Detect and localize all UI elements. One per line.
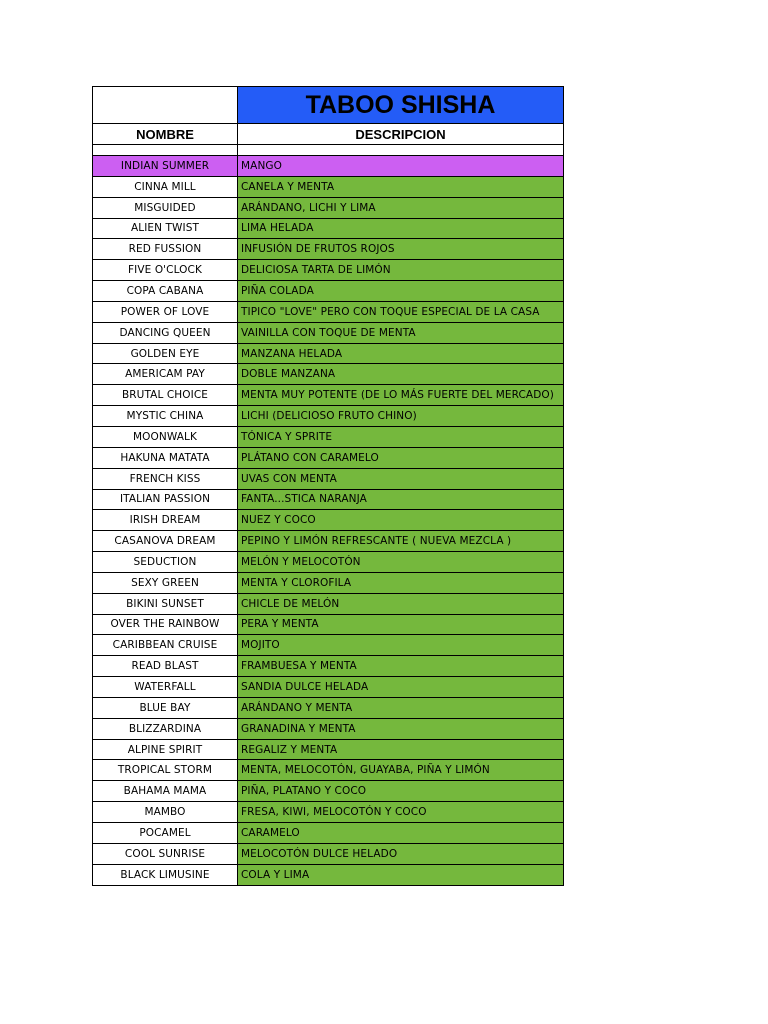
table-row xyxy=(93,823,564,844)
flavor-description-cell: SANDIA DULCE HELADA xyxy=(238,677,564,698)
title-row xyxy=(93,87,564,124)
table-row xyxy=(93,718,564,739)
flavor-description-cell: DELICIOSA TARTA DE LIMÓN xyxy=(238,260,564,281)
table-row xyxy=(93,281,564,302)
flavor-name-cell: INDIAN SUMMER xyxy=(93,156,238,177)
flavor-description-cell: ARÁNDANO Y MENTA xyxy=(238,697,564,718)
column-header-description: DESCRIPCION xyxy=(238,124,564,145)
table-row xyxy=(93,301,564,322)
table-row xyxy=(93,468,564,489)
flavor-description-cell: MENTA Y CLOROFILA xyxy=(238,572,564,593)
table-row xyxy=(93,322,564,343)
flavor-description-cell: PEPINO Y LIMÓN REFRESCANTE ( NUEVA MEZCLA ) xyxy=(238,531,564,552)
flavor-name-cell: AMERICAM PAY xyxy=(93,364,238,385)
table-row xyxy=(93,447,564,468)
flavor-description-cell: VAINILLA CON TOQUE DE MENTA xyxy=(238,322,564,343)
table-row xyxy=(93,260,564,281)
flavor-description-cell: GRANADINA Y MENTA xyxy=(238,718,564,739)
flavor-name-cell: FRENCH KISS xyxy=(93,468,238,489)
flavor-description-cell: MANGO xyxy=(238,156,564,177)
flavor-name-cell: RED FUSSION xyxy=(93,239,238,260)
flavor-description-cell: MELÓN Y MELOCOTÓN xyxy=(238,552,564,573)
flavor-name-cell: BIKINI SUNSET xyxy=(93,593,238,614)
flavor-description-cell: CANELA Y MENTA xyxy=(238,176,564,197)
table-row xyxy=(93,426,564,447)
flavor-name-cell: SEDUCTION xyxy=(93,552,238,573)
table-row xyxy=(93,781,564,802)
flavor-name-cell: MYSTIC CHINA xyxy=(93,406,238,427)
flavor-description-cell: PLÁTANO CON CARAMELO xyxy=(238,447,564,468)
table-row xyxy=(93,239,564,260)
table-row xyxy=(93,677,564,698)
title-blank-cell xyxy=(93,87,238,124)
flavor-name-cell: CINNA MILL xyxy=(93,176,238,197)
flavor-name-cell: BLACK LIMUSINE xyxy=(93,864,238,885)
spacer-cell xyxy=(238,145,564,156)
flavor-name-cell: POWER OF LOVE xyxy=(93,301,238,322)
flavor-description-cell: CHICLE DE MELÓN xyxy=(238,593,564,614)
flavor-description-cell: TIPICO "LOVE" PERO CON TOQUE ESPECIAL DE LA CASA xyxy=(238,301,564,322)
flavor-description-cell: COLA Y LIMA xyxy=(238,864,564,885)
table-row xyxy=(93,197,564,218)
flavor-name-cell: BRUTAL CHOICE xyxy=(93,385,238,406)
table-row xyxy=(93,739,564,760)
header-row xyxy=(93,124,564,145)
table-row xyxy=(93,614,564,635)
flavor-description-cell: MELOCOTÓN DULCE HELADO xyxy=(238,843,564,864)
flavor-description-cell: PERA Y MENTA xyxy=(238,614,564,635)
table-row xyxy=(93,656,564,677)
flavor-name-cell: ALIEN TWIST xyxy=(93,218,238,239)
table-row xyxy=(93,635,564,656)
flavor-description-cell: DOBLE MANZANA xyxy=(238,364,564,385)
spacer-row xyxy=(93,145,564,156)
flavor-name-cell: WATERFALL xyxy=(93,677,238,698)
flavor-description-cell: MENTA MUY POTENTE (DE LO MÁS FUERTE DEL MERCADO) xyxy=(238,385,564,406)
flavor-description-cell: LICHI (DELICIOSO FRUTO CHINO) xyxy=(238,406,564,427)
flavor-description-cell: TÓNICA Y SPRITE xyxy=(238,426,564,447)
flavor-description-cell: UVAS CON MENTA xyxy=(238,468,564,489)
flavor-name-cell: ALPINE SPIRIT xyxy=(93,739,238,760)
flavor-description-cell: NUEZ Y COCO xyxy=(238,510,564,531)
flavor-description-cell: FRESA, KIWI, MELOCOTÓN Y COCO xyxy=(238,802,564,823)
flavor-name-cell: COPA CABANA xyxy=(93,281,238,302)
flavor-description-cell: MENTA, MELOCOTÓN, GUAYABA, PIÑA Y LIMÓN xyxy=(238,760,564,781)
flavor-name-cell: MISGUIDED xyxy=(93,197,238,218)
table-row xyxy=(93,489,564,510)
flavor-description-cell: MANZANA HELADA xyxy=(238,343,564,364)
flavor-description-cell: INFUSIÓN DE FRUTOS ROJOS xyxy=(238,239,564,260)
table-row xyxy=(93,843,564,864)
table-row xyxy=(93,343,564,364)
table-row xyxy=(93,572,564,593)
table-row xyxy=(93,364,564,385)
spacer-cell xyxy=(93,145,238,156)
table-row xyxy=(93,593,564,614)
flavor-name-cell: COOL SUNRISE xyxy=(93,843,238,864)
table-row xyxy=(93,864,564,885)
table-row xyxy=(93,552,564,573)
flavor-description-cell: PIÑA COLADA xyxy=(238,281,564,302)
table-row xyxy=(93,697,564,718)
table-row xyxy=(93,760,564,781)
flavor-description-cell: LIMA HELADA xyxy=(238,218,564,239)
flavor-name-cell: BLIZZARDINA xyxy=(93,718,238,739)
flavor-name-cell: CASANOVA DREAM xyxy=(93,531,238,552)
flavor-description-cell: FANTA...STICA NARANJA xyxy=(238,489,564,510)
flavor-name-cell: OVER THE RAINBOW xyxy=(93,614,238,635)
table-row xyxy=(93,385,564,406)
table-row xyxy=(93,406,564,427)
page-title: TABOO SHISHA xyxy=(238,87,564,124)
flavor-description-cell: MOJITO xyxy=(238,635,564,656)
flavor-description-cell: PIÑA, PLATANO Y COCO xyxy=(238,781,564,802)
flavor-name-cell: HAKUNA MATATA xyxy=(93,447,238,468)
table-row xyxy=(93,531,564,552)
flavor-name-cell: DANCING QUEEN xyxy=(93,322,238,343)
flavor-name-cell: BLUE BAY xyxy=(93,697,238,718)
flavor-name-cell: TROPICAL STORM xyxy=(93,760,238,781)
flavor-description-cell: REGALIZ Y MENTA xyxy=(238,739,564,760)
table-row xyxy=(93,510,564,531)
flavor-name-cell: ITALIAN PASSION xyxy=(93,489,238,510)
flavor-description-cell: ARÁNDANO, LICHI Y LIMA xyxy=(238,197,564,218)
flavor-name-cell: FIVE O'CLOCK xyxy=(93,260,238,281)
flavor-name-cell: CARIBBEAN CRUISE xyxy=(93,635,238,656)
flavor-name-cell: SEXY GREEN xyxy=(93,572,238,593)
flavor-name-cell: IRISH DREAM xyxy=(93,510,238,531)
flavor-name-cell: READ BLAST xyxy=(93,656,238,677)
flavor-description-cell: CARAMELO xyxy=(238,823,564,844)
table-row xyxy=(93,176,564,197)
column-header-name: NOMBRE xyxy=(93,124,238,145)
flavor-name-cell: POCAMEL xyxy=(93,823,238,844)
flavor-description-cell: FRAMBUESA Y MENTA xyxy=(238,656,564,677)
table-row xyxy=(93,802,564,823)
flavor-table xyxy=(92,86,564,886)
flavor-name-cell: GOLDEN EYE xyxy=(93,343,238,364)
flavor-name-cell: MAMBO xyxy=(93,802,238,823)
table-row xyxy=(93,218,564,239)
table-row xyxy=(93,156,564,177)
flavor-name-cell: MOONWALK xyxy=(93,426,238,447)
flavor-name-cell: BAHAMA MAMA xyxy=(93,781,238,802)
